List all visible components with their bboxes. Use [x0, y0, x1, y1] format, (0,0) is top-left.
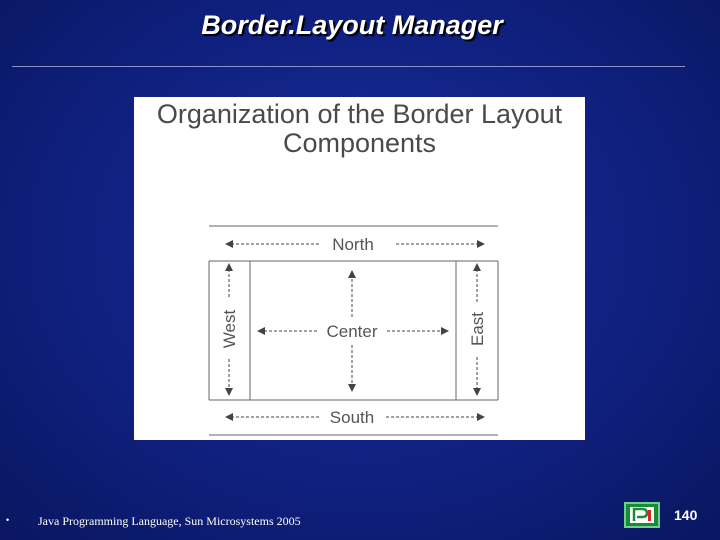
logo-inner [630, 507, 654, 523]
title-divider [12, 66, 685, 67]
figure-title-line-1: Organization of the Border Layout [156, 99, 563, 129]
border-layout-diagram [134, 97, 585, 440]
south-label: South [329, 408, 375, 427]
slide-title: Border.Layout Manager [201, 10, 503, 40]
border-layout-figure [134, 97, 585, 440]
north-label: North [332, 235, 374, 254]
page-number: 140 [674, 507, 698, 523]
east-label: East [468, 311, 487, 347]
logo-icon [624, 502, 660, 528]
west-label: West [220, 309, 239, 349]
footer-citation: Java Programming Language, Sun Microsystems 2005 [38, 514, 301, 528]
center-label: Center [326, 322, 378, 341]
footer-bullet: • [6, 515, 10, 525]
figure-title-line-2: Components [282, 128, 437, 158]
